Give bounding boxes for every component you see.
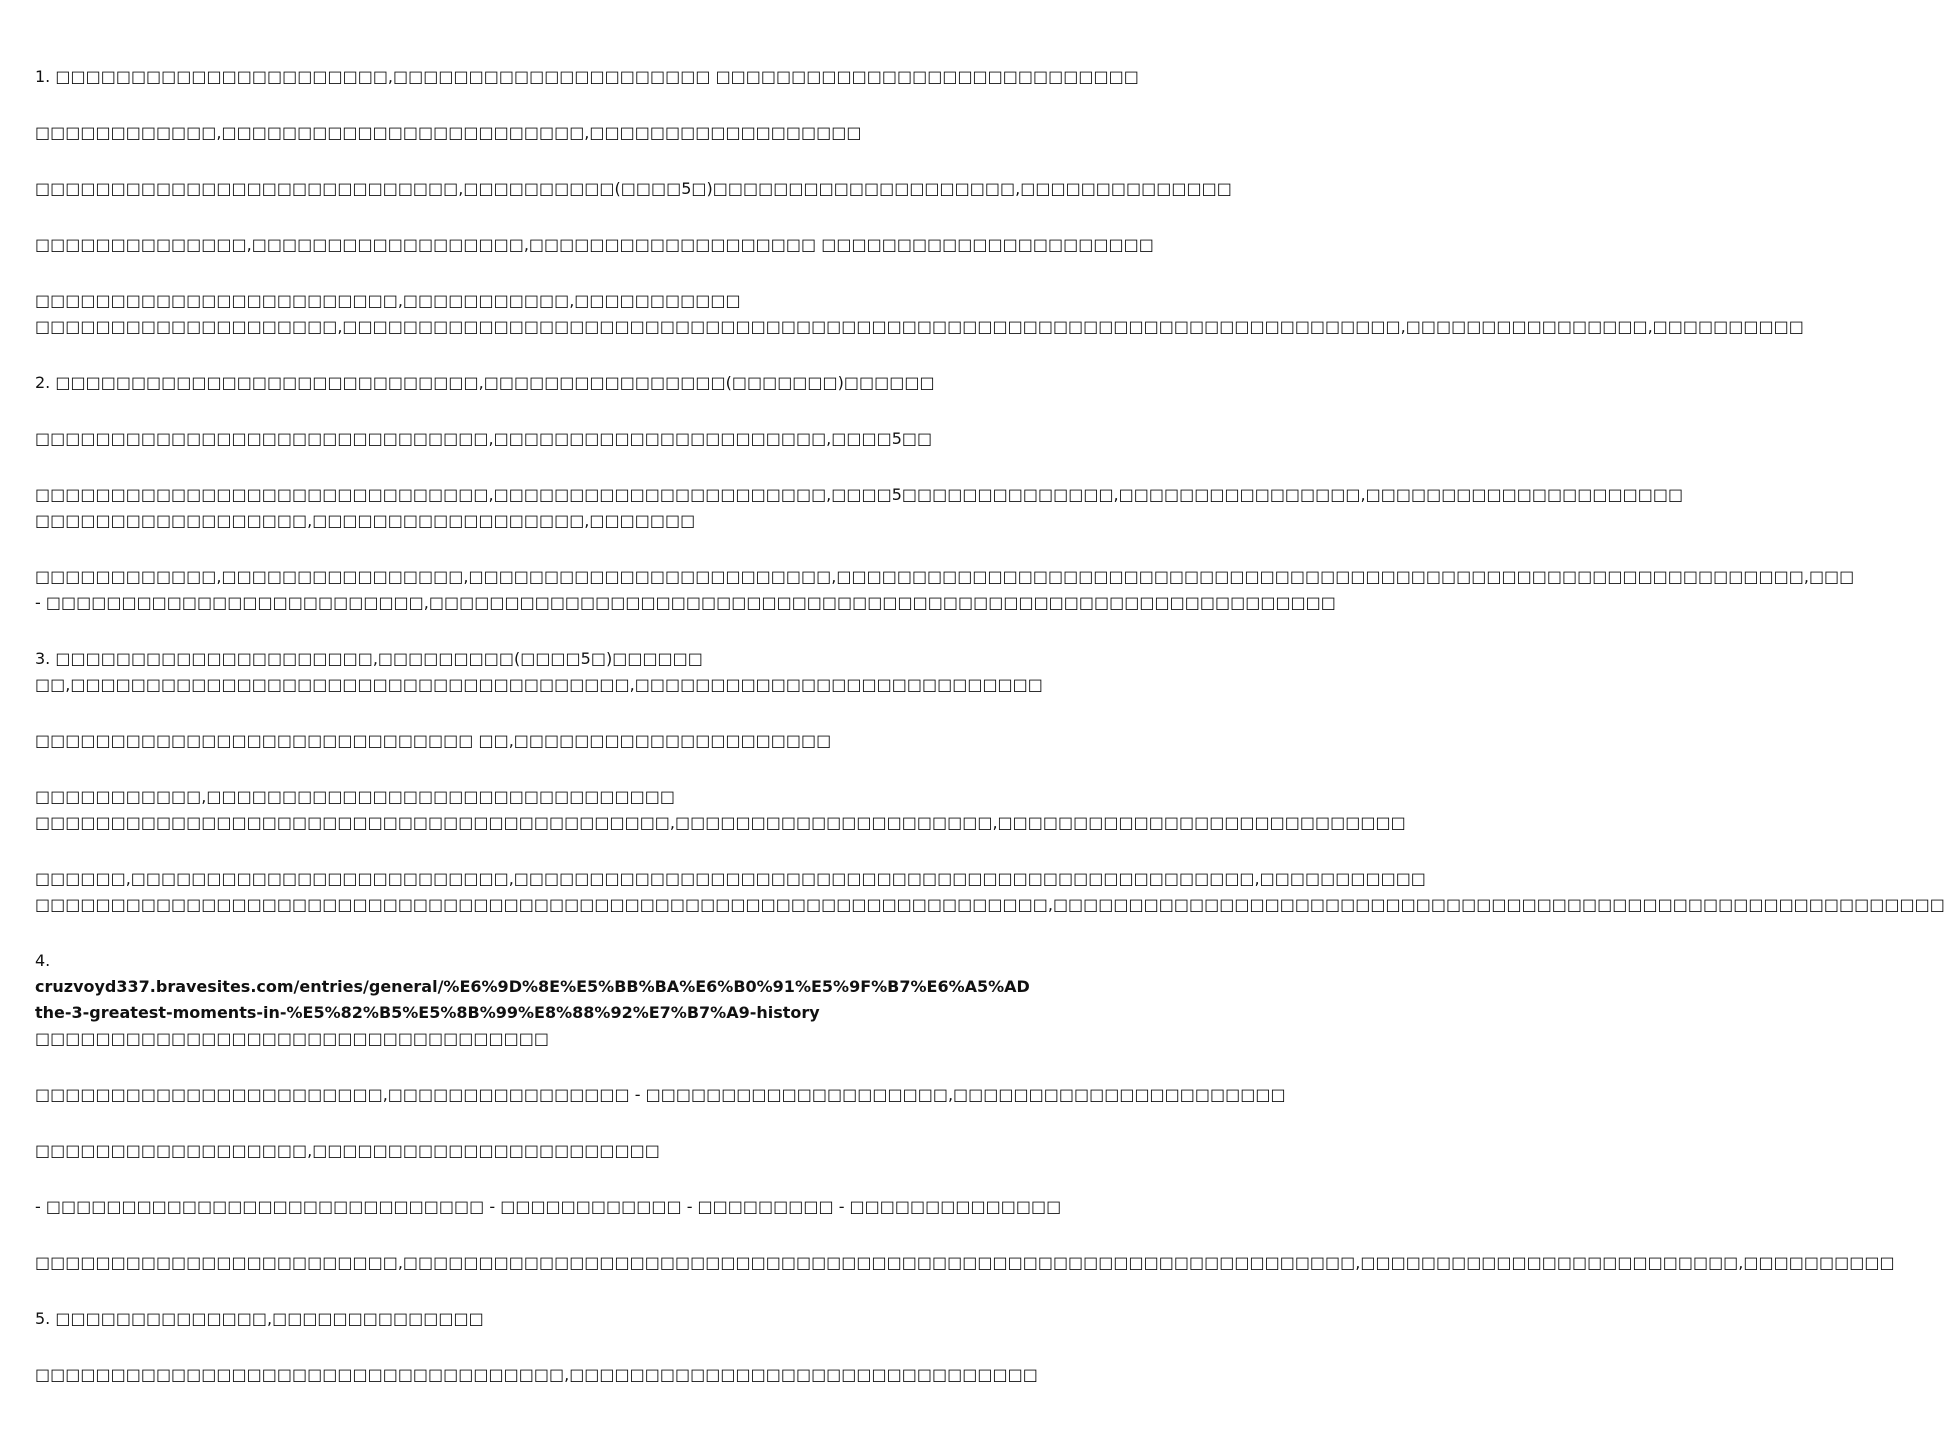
text-line: □□□□□□□□□□□□□□□□□□□□□□□□□□□□□ □□,□□□□□□□□□□□□□□□□□□□□□ [35,731,832,750]
text-line: □□□□□□□□□□□□□□□□□□□□□□□□□□□□□□□□□□□□□□□□□□,□□□□□□□□□□□□□□□□□□□□□,□□□□□□□□□□□□□□□□□□□□□□□□□□□ [35,813,1406,832]
text-line: □□□□□□□□□□□□□□□□□□□□□□□□□□□□□□□□□□□□□□□□□□□□□□□□□□□□□□□□□□□□□□□□□□□,□□□□□□□□□□□□□□□□□□□□□□□□□□□□□□□□□□□□□□□□□□□□□□□□□□□□□□□□□□□ [35,895,1945,914]
text-line: - □□□□□□□□□□□□□□□□□□□□□□□□□□□□□ - □□□□□□□□□□□□ - □□□□□□□□□ - □□□□□□□□□□□□□□ [35,1197,1062,1216]
list-number: 4. [35,951,51,970]
text-line: □□□□□□,□□□□□□□□□□□□□□□□□□□□□□□□□,□□□□□□□□□□□□□□□□□□□□□□□□□□□□□□□□□□□□□□□□□□□□□□□□□,□□□□□□□□□□□ [35,869,1426,888]
paragraph-8 [35,482,1684,534]
paragraph-5 [35,288,1804,340]
text-line: □□□□□□□□□□□□□□□□□□□□□□□□□□□□,□□□□□□□□□□(□□□□5□)□□□□□□□□□□□□□□□□□□□□,□□□□□□□□□□□□□□ [35,179,1232,198]
paragraph-20 [35,1362,1038,1388]
paragraph-14 [35,948,1030,1052]
text-line: □□□□□□□□□□□□□□□□□□□□□□□□□□□□□□,□□□□□□□□□□□□□□□□□□□□□□,□□□□5□□□□□□□□□□□□□□,□□□□□□□□□□□□□□□□,□□□□□□□□□□□□□□□□□□□□□ [35,485,1684,504]
text-line: □□□□□□□□□□□□□□□□□□□□□□□□,□□□□□□□□□□□,□□□□□□□□□□□ [35,291,741,310]
paragraph-7 [35,426,990,452]
text-line: - □□□□□□□□□□□□□□□□□□□□□□□□□,□□□□□□□□□□□□□□□□□□□□□□□□□□□□□□□□□□□□□□□□□□□□□□□□□□□□□□□□□□□□ [35,593,1336,612]
text-line: □□□□□□□□□□□□□□□□□□□□□□□□□□□□□□,□□□□□□□□□□□□□□□□□□□□□□,□□□□5□□ [35,429,933,448]
paragraph-19 [35,1306,990,1332]
text-line: □□□□□□□□□□□,□□□□□□□□□□□□□□□□□□□□□□□□□□□□□□□ [35,787,676,806]
paragraph-6 [35,370,990,396]
paragraph-17 [35,1194,1062,1220]
text-line: □□,□□□□□□□□□□□□□□□□□□□□□□□□□□□□□□□□□□□□□,□□□□□□□□□□□□□□□□□□□□□□□□□□□ [35,675,1043,694]
text-line: 5. □□□□□□□□□□□□□□,□□□□□□□□□□□□□□ [35,1309,484,1328]
text-line: □□□□□□□□□□□□□□□□□□□□□□□□□□□□□□□□□□ [35,1029,549,1048]
text-line: 3. □□□□□□□□□□□□□□□□□□□□□,□□□□□□□□□(□□□□5□)□□□□□□ [35,649,703,668]
paragraph-10 [35,646,1043,698]
text-line: □□□□□□□□□□□□□□□□□□,□□□□□□□□□□□□□□□□□□,□□□□□□□ [35,511,696,530]
text-line: □□□□□□□□□□□□,□□□□□□□□□□□□□□□□□□□□□□□□,□□□□□□□□□□□□□□□□□□ [35,123,862,142]
document-body [35,64,1945,1418]
text-line: □□□□□□□□□□□□□□□□□□□□□□□□□□□□□□□□□□□,□□□□□□□□□□□□□□□□□□□□□□□□□□□□□□□ [35,1365,1038,1384]
text-line: □□□□□□□□□□□□□□,□□□□□□□□□□□□□□□□□□,□□□□□□□□□□□□□□□□□□□ □□□□□□□□□□□□□□□□□□□□□□ [35,235,1154,254]
paragraph-18 [35,1250,1895,1276]
paragraph-4 [35,232,1154,258]
paragraph-3 [35,176,1232,202]
text-line: □□□□□□□□□□□□,□□□□□□□□□□□□□□□□,□□□□□□□□□□□□□□□□□□□□□□□□,□□□□□□□□□□□□□□□□□□□□□□□□□□□□□□□□□□□□□□□□□□□□□□□□□□□□□□□□□□□□□□□□,□□□ [35,567,1855,586]
paragraph-16 [35,1138,990,1164]
paragraph-11 [35,728,990,754]
text-line: 2. □□□□□□□□□□□□□□□□□□□□□□□□□□□□,□□□□□□□□□□□□□□□□(□□□□□□□)□□□□□□ [35,373,935,392]
text-line: 1. □□□□□□□□□□□□□□□□□□□□□□,□□□□□□□□□□□□□□□□□□□□□ □□□□□□□□□□□□□□□□□□□□□□□□□□□□ [35,67,1139,86]
paragraph-13 [35,866,1945,918]
text-line: □□□□□□□□□□□□□□□□□□□□□□□□,□□□□□□□□□□□□□□□□□□□□□□□□□□□□□□□□□□□□□□□□□□□□□□□□□□□□□□□□□□□□□□□,□□□□□□□□□□□□□□□□□□□□□□□□□,□□□□□□□□□□ [35,1253,1895,1272]
text-line: □□□□□□□□□□□□□□□□□□□□□□□,□□□□□□□□□□□□□□□□ - □□□□□□□□□□□□□□□□□□□□,□□□□□□□□□□□□□□□□□□□□□□ [35,1085,1286,1104]
paragraph-2 [35,120,990,146]
text-line: □□□□□□□□□□□□□□□□□□,□□□□□□□□□□□□□□□□□□□□□□□ [35,1141,660,1160]
paragraph-9 [35,564,1855,616]
url-link-line[interactable]: cruzvoyd337.bravesites.com/entries/general/%E6%9D%8E%E5%BB%BA%E6%B0%91%E5%9F%B7%E6%A5%AD [35,977,1030,996]
text-line: □□□□□□□□□□□□□□□□□□□□,□□□□□□□□□□□□□□□□□□□□□□□□□□□□□□□□□□□□□□□□□□□□□□□□□□□□□□□□□□□□□□□□□□□□□□,□□□□□□□□□□□□□□□□,□□□□□□□□□□ [35,317,1804,336]
paragraph-15 [35,1082,1286,1108]
paragraph-1 [35,64,1139,90]
paragraph-12 [35,784,1406,836]
url-link-line[interactable]: the-3-greatest-moments-in-%E5%82%B5%E5%8B%99%E8%88%92%E7%B7%A9-history [35,1003,820,1022]
